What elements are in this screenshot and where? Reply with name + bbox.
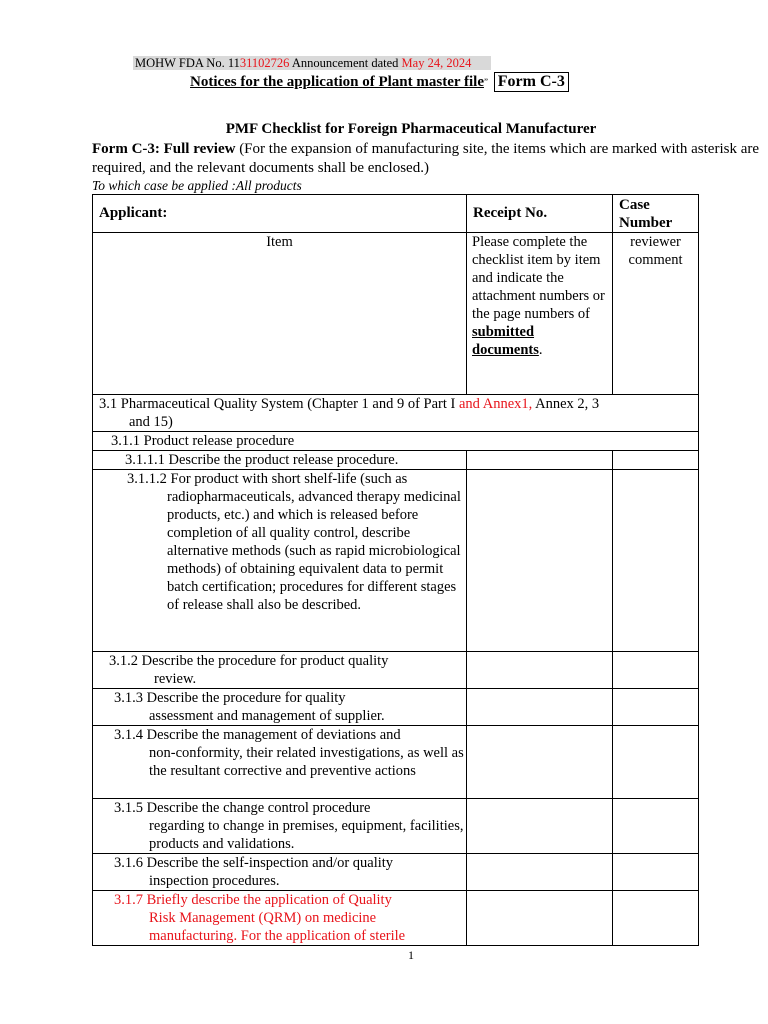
notice-heading: Notices for the application of Plant master file” Form C-3 xyxy=(190,72,569,92)
receipt-cell xyxy=(467,799,613,854)
comment-cell xyxy=(613,689,699,726)
item-3-1-1-2: 3.1.1.2 For product with short shelf-life (such as radiopharmaceuticals, advanced therapy medicinal products, etc.) and which is released before completion of all quality control, describe alternative methods (such as rapid microbiological methods) of obtaining equivalent data to permit batch certification; procedures for different stages of release shall also be described. xyxy=(93,470,467,652)
table-row xyxy=(93,470,699,652)
receipt-cell xyxy=(467,652,613,689)
case-number-header: Case Number xyxy=(613,195,699,233)
comment-cell xyxy=(613,726,699,799)
table-row xyxy=(93,689,699,726)
section-row xyxy=(93,395,699,432)
table-header-row xyxy=(93,195,699,233)
form-description: Form C-3: Full review (For the expansion of manufacturing site, the items which are marked with asterisk are required, and the relevant documents shall be enclosed.) xyxy=(92,141,760,176)
item-3-1-4: 3.1.4 Describe the management of deviations and non-conformity, their related investigations, as well as the resultant corrective and preventive actions xyxy=(93,726,467,799)
table-row xyxy=(93,451,699,470)
receipt-cell xyxy=(467,470,613,652)
announcement-reference: MOHW FDA No. 1131102726 Announcement dated May 24, 2024 xyxy=(133,56,491,70)
table-subheader-row xyxy=(93,233,699,395)
receipt-cell xyxy=(467,854,613,891)
comment-cell xyxy=(613,451,699,470)
notice-title: Notices for the application of Plant master file xyxy=(190,74,484,90)
item-3-1-1-1: 3.1.1.1 Describe the product release procedure. xyxy=(93,451,467,470)
receipt-cell xyxy=(467,451,613,470)
subsection-3-1-1: 3.1.1 Product release procedure xyxy=(93,432,699,451)
item-3-1-5: 3.1.5 Describe the change control procedure regarding to change in premises, equipment, facilities, products and validations. xyxy=(93,799,467,854)
comment-cell xyxy=(613,854,699,891)
page-number: 1 xyxy=(408,948,414,962)
table-row xyxy=(93,652,699,689)
comment-cell xyxy=(613,470,699,652)
receipt-header: Receipt No. xyxy=(467,195,613,233)
table-row xyxy=(93,891,699,946)
applicant-header: Applicant: xyxy=(93,195,467,233)
comment-cell xyxy=(613,891,699,946)
receipt-cell xyxy=(467,689,613,726)
comment-cell xyxy=(613,799,699,854)
document-title: PMF Checklist for Foreign Pharmaceutical Manufacturer xyxy=(225,121,597,137)
item-3-1-7: 3.1.7 Briefly describe the application of Quality Risk Management (QRM) on medicine manufacturing. For the application of sterile xyxy=(93,891,467,946)
checklist-table xyxy=(92,194,699,946)
comment-cell xyxy=(613,652,699,689)
subsection-row xyxy=(93,432,699,451)
applied-case: To which case be applied :All products xyxy=(92,178,302,193)
reviewer-comment-header: reviewer comment xyxy=(613,233,699,395)
receipt-cell xyxy=(467,726,613,799)
table-row xyxy=(93,799,699,854)
item-3-1-3: 3.1.3 Describe the procedure for quality assessment and management of supplier. xyxy=(93,689,467,726)
item-header: Item xyxy=(93,233,467,395)
item-3-1-6: 3.1.6 Describe the self-inspection and/or quality inspection procedures. xyxy=(93,854,467,891)
instructions-cell: Please complete the checklist item by item and indicate the attachment numbers or the page numbers of submitted documents. xyxy=(467,233,613,395)
receipt-cell xyxy=(467,891,613,946)
table-row xyxy=(93,854,699,891)
section-3-1: 3.1 Pharmaceutical Quality System (Chapter 1 and 9 of Part I and Annex1, Annex 2, 3 and 15) xyxy=(93,395,699,432)
table-row xyxy=(93,726,699,799)
form-badge: Form C-3 xyxy=(494,72,569,92)
item-3-1-2: 3.1.2 Describe the procedure for product quality review. xyxy=(93,652,467,689)
